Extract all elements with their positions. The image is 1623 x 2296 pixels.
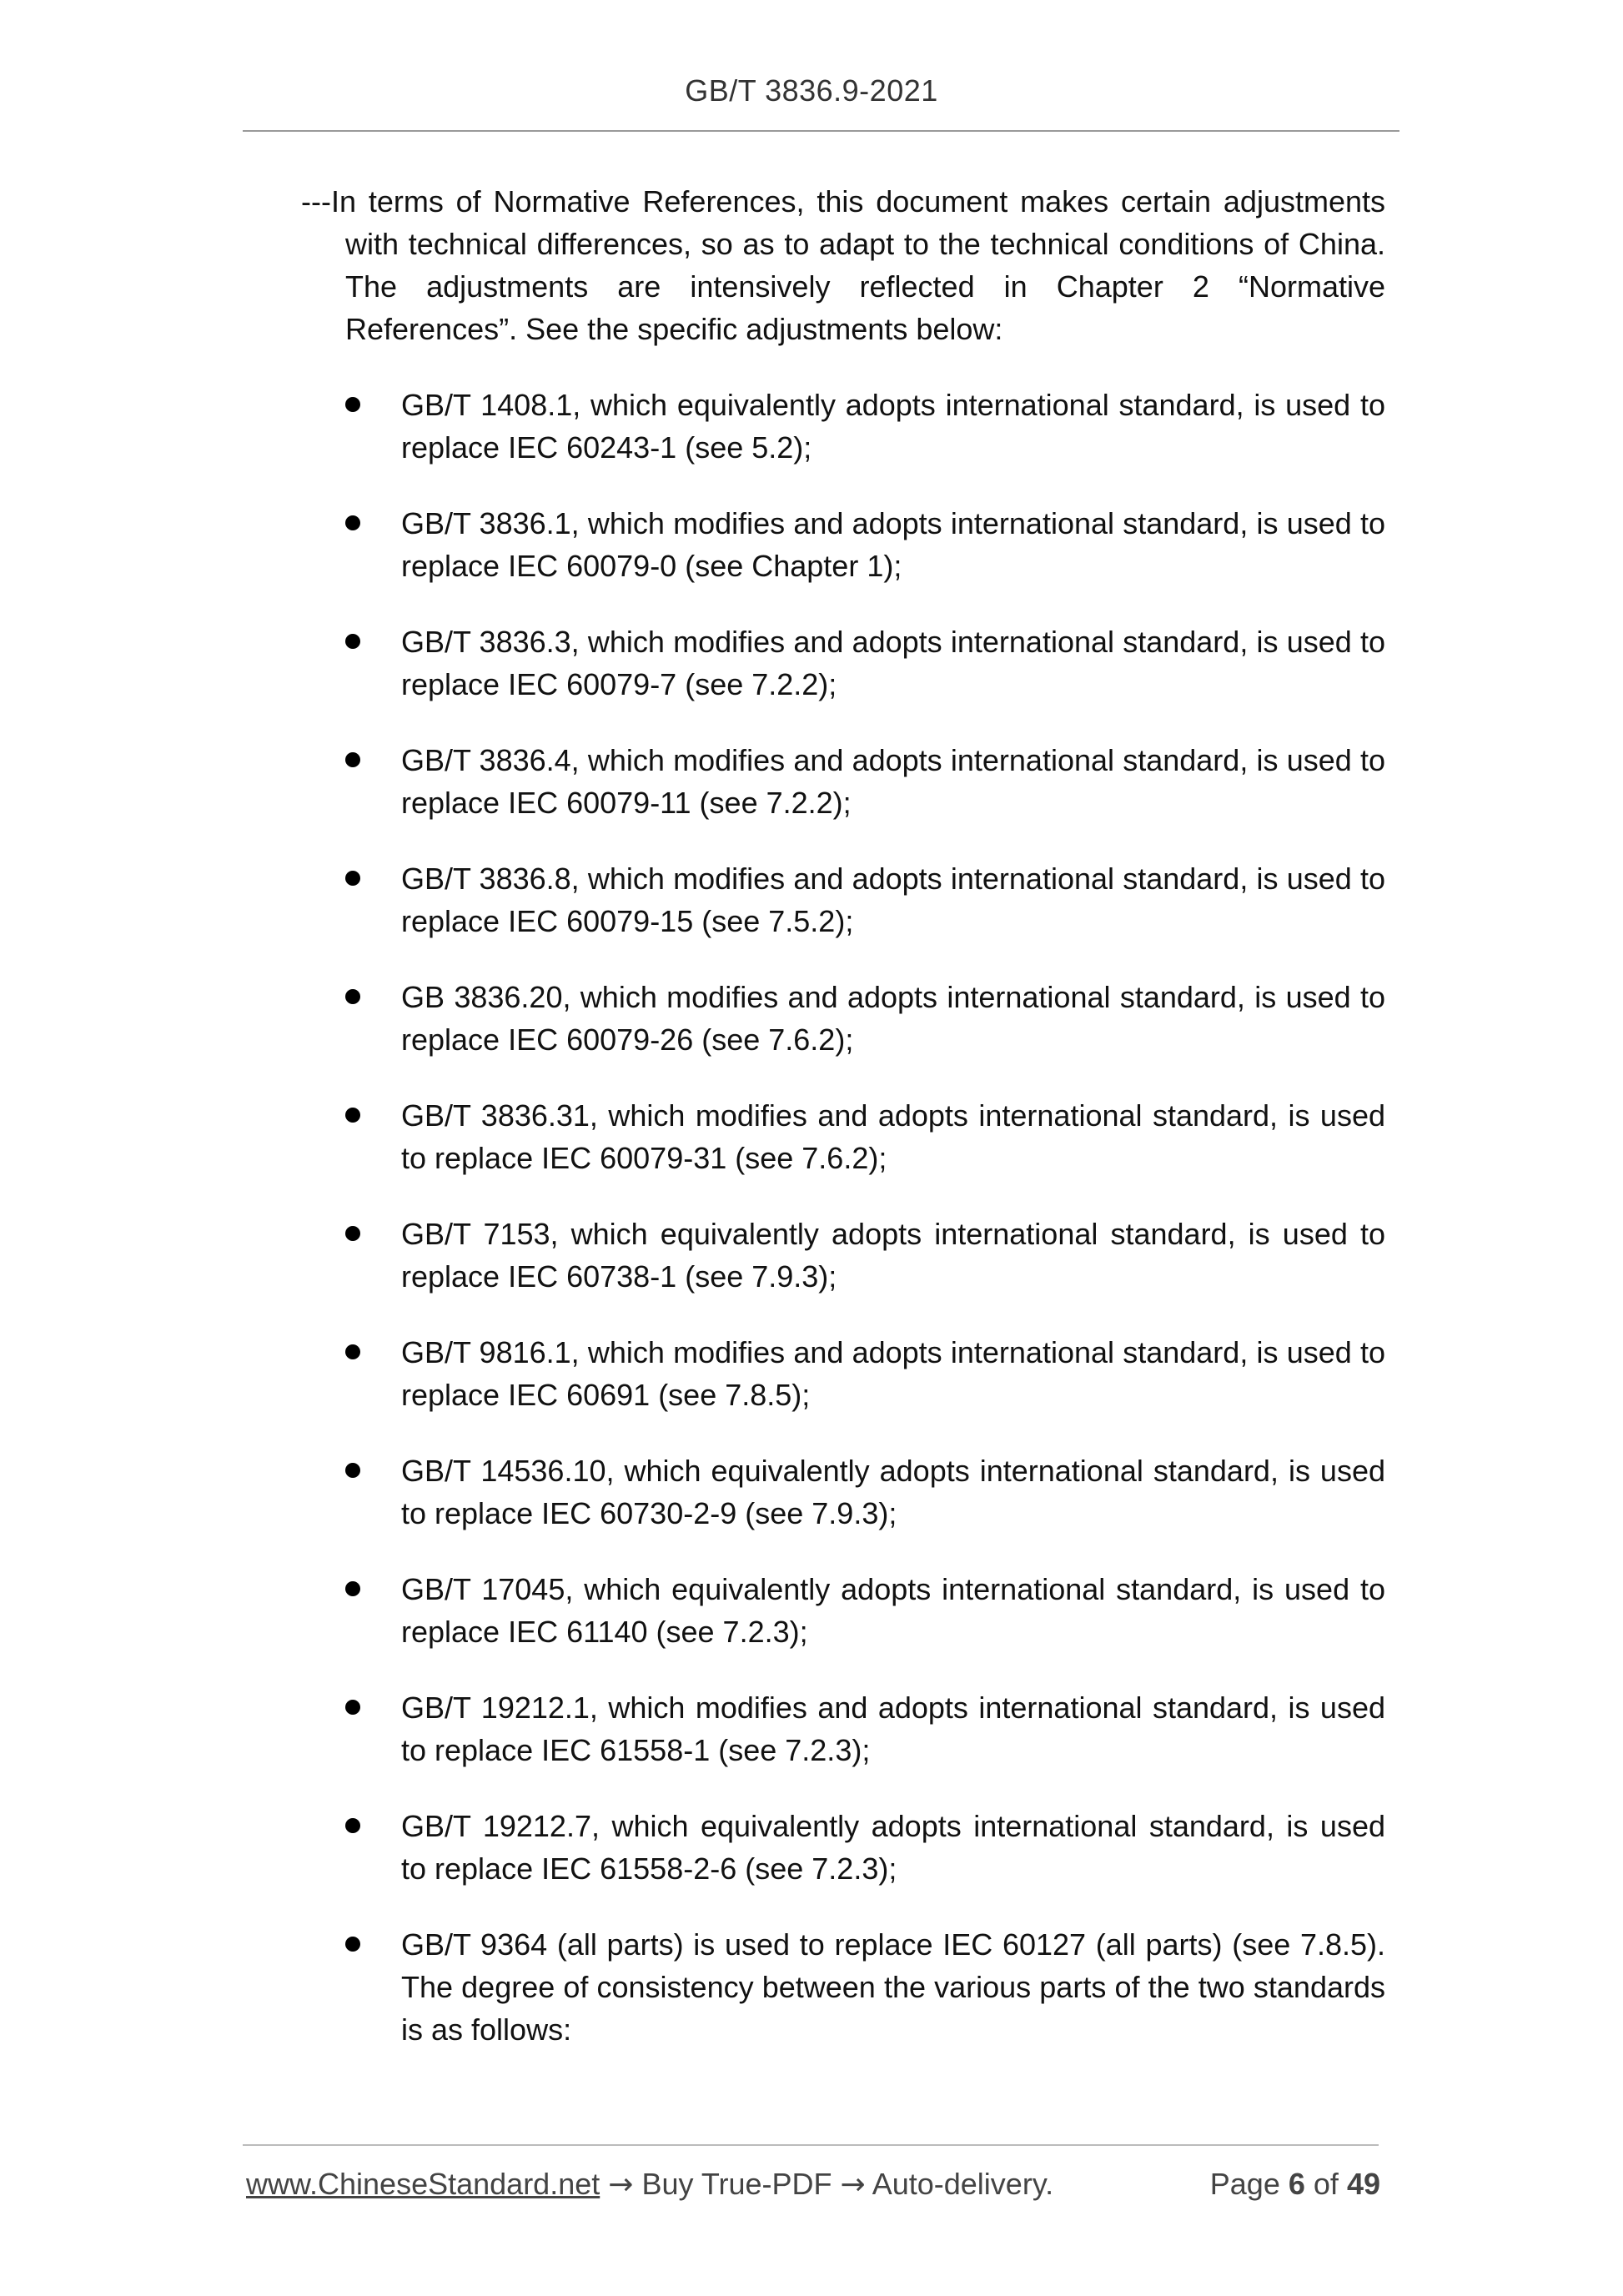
- bullet-icon: [345, 1463, 360, 1478]
- header-divider: [243, 130, 1399, 132]
- bullet-icon: [345, 752, 360, 767]
- bullet-icon: [345, 515, 360, 530]
- list-item: [301, 1449, 1385, 1535]
- list-item: [301, 1686, 1385, 1771]
- bullet-icon: [345, 989, 360, 1004]
- list-item-text: GB/T 19212.1, which modifies and adopts international standard, is used to replace IEC 61558-1 (see 7.2.3);: [401, 1691, 1385, 1767]
- footer-divider: [243, 2144, 1379, 2146]
- list-item-text: GB/T 19212.7, which equivalently adopts international standard, is used to replace IEC 61558-2-6 (see 7.2.3);: [401, 1809, 1385, 1886]
- footer-promo: [246, 2167, 1053, 2202]
- list-item-text: GB/T 9364 (all parts) is used to replace IEC 60127 (all parts) (see 7.8.5). The degree of consistency between the various parts of the two standards is as follows:: [401, 1927, 1385, 2047]
- bullet-icon: [345, 1937, 360, 1952]
- bullet-icon: [345, 634, 360, 649]
- list-item-text: GB/T 1408.1, which equivalently adopts international standard, is used to replace IEC 60243-1 (see 5.2);: [401, 388, 1385, 465]
- list-item: [301, 976, 1385, 1061]
- bullet-icon: [345, 397, 360, 412]
- bullet-icon: [345, 1226, 360, 1241]
- list-item-text: GB 3836.20, which modifies and adopts international standard, is used to replace IEC 60079-26 (see 7.6.2);: [401, 980, 1385, 1057]
- list-item: [301, 1923, 1385, 2051]
- buy-text: Buy True-PDF: [641, 2167, 832, 2201]
- list-item-text: GB/T 14536.10, which equivalently adopts international standard, is used to replace IEC 60730-2-9 (see 7.9.3);: [401, 1454, 1385, 1530]
- page-of-label: of: [1313, 2167, 1339, 2201]
- page-footer: [246, 2167, 1380, 2208]
- list-item-text: GB/T 3836.3, which modifies and adopts international standard, is used to replace IEC 60079-7 (see 7.2.2);: [401, 625, 1385, 701]
- list-item: [301, 384, 1385, 469]
- list-item-text: GB/T 3836.8, which modifies and adopts international standard, is used to replace IEC 60079-15 (see 7.5.2);: [401, 862, 1385, 938]
- intro-paragraph: ---In terms of Normative References, this document makes certain adjustments with technical differences, so as to adapt to the technical conditions of China. The adjustments are intensively reflected in Chapter 2 “Normative References”. See the specific adjustments below:: [301, 184, 1385, 346]
- list-item: [301, 857, 1385, 942]
- bullet-icon: [345, 1108, 360, 1123]
- delivery-text: Auto-delivery.: [872, 2167, 1054, 2201]
- list-item-text: GB/T 3836.1, which modifies and adopts international standard, is used to replace IEC 60079-0 (see Chapter 1);: [401, 506, 1385, 583]
- list-item: [301, 1568, 1385, 1653]
- list-item-text: GB/T 3836.4, which modifies and adopts international standard, is used to replace IEC 60079-11 (see 7.2.2);: [401, 743, 1385, 820]
- list-item: [301, 1805, 1385, 1890]
- page-label: Page: [1209, 2167, 1280, 2201]
- bullet-icon: [345, 1344, 360, 1359]
- bullet-icon: [345, 1700, 360, 1715]
- website-link[interactable]: www.ChineseStandard.net: [246, 2167, 600, 2201]
- total-pages-number: 49: [1346, 2167, 1380, 2201]
- list-item-text: GB/T 9816.1, which modifies and adopts international standard, is used to replace IEC 60691 (see 7.8.5);: [401, 1335, 1385, 1412]
- list-item: [301, 502, 1385, 587]
- bullet-icon: [345, 1818, 360, 1833]
- list-item: [301, 620, 1385, 706]
- list-item: [301, 1331, 1385, 1416]
- bullet-icon: [345, 1581, 360, 1596]
- list-item-text: GB/T 17045, which equivalently adopts international standard, is used to replace IEC 61140 (see 7.2.3);: [401, 1572, 1385, 1649]
- page-indicator: [1210, 2167, 1380, 2202]
- arrow-right-icon: →: [608, 2168, 634, 2202]
- bullet-icon: [345, 871, 360, 886]
- current-page-number: 6: [1288, 2167, 1305, 2201]
- list-item-text: GB/T 7153, which equivalently adopts international standard, is used to replace IEC 60738-1 (see 7.9.3);: [401, 1217, 1385, 1294]
- list-item-text: GB/T 3836.31, which modifies and adopts international standard, is used to replace IEC 60079-31 (see 7.6.2);: [401, 1098, 1385, 1175]
- adjustments-list: [301, 384, 1385, 2051]
- document-body: [301, 180, 1385, 2084]
- list-item: [301, 739, 1385, 824]
- page-header-title: GB/T 3836.9-2021: [685, 73, 938, 108]
- arrow-right-icon: →: [840, 2168, 866, 2202]
- list-item: [301, 1213, 1385, 1298]
- list-item: [301, 1094, 1385, 1179]
